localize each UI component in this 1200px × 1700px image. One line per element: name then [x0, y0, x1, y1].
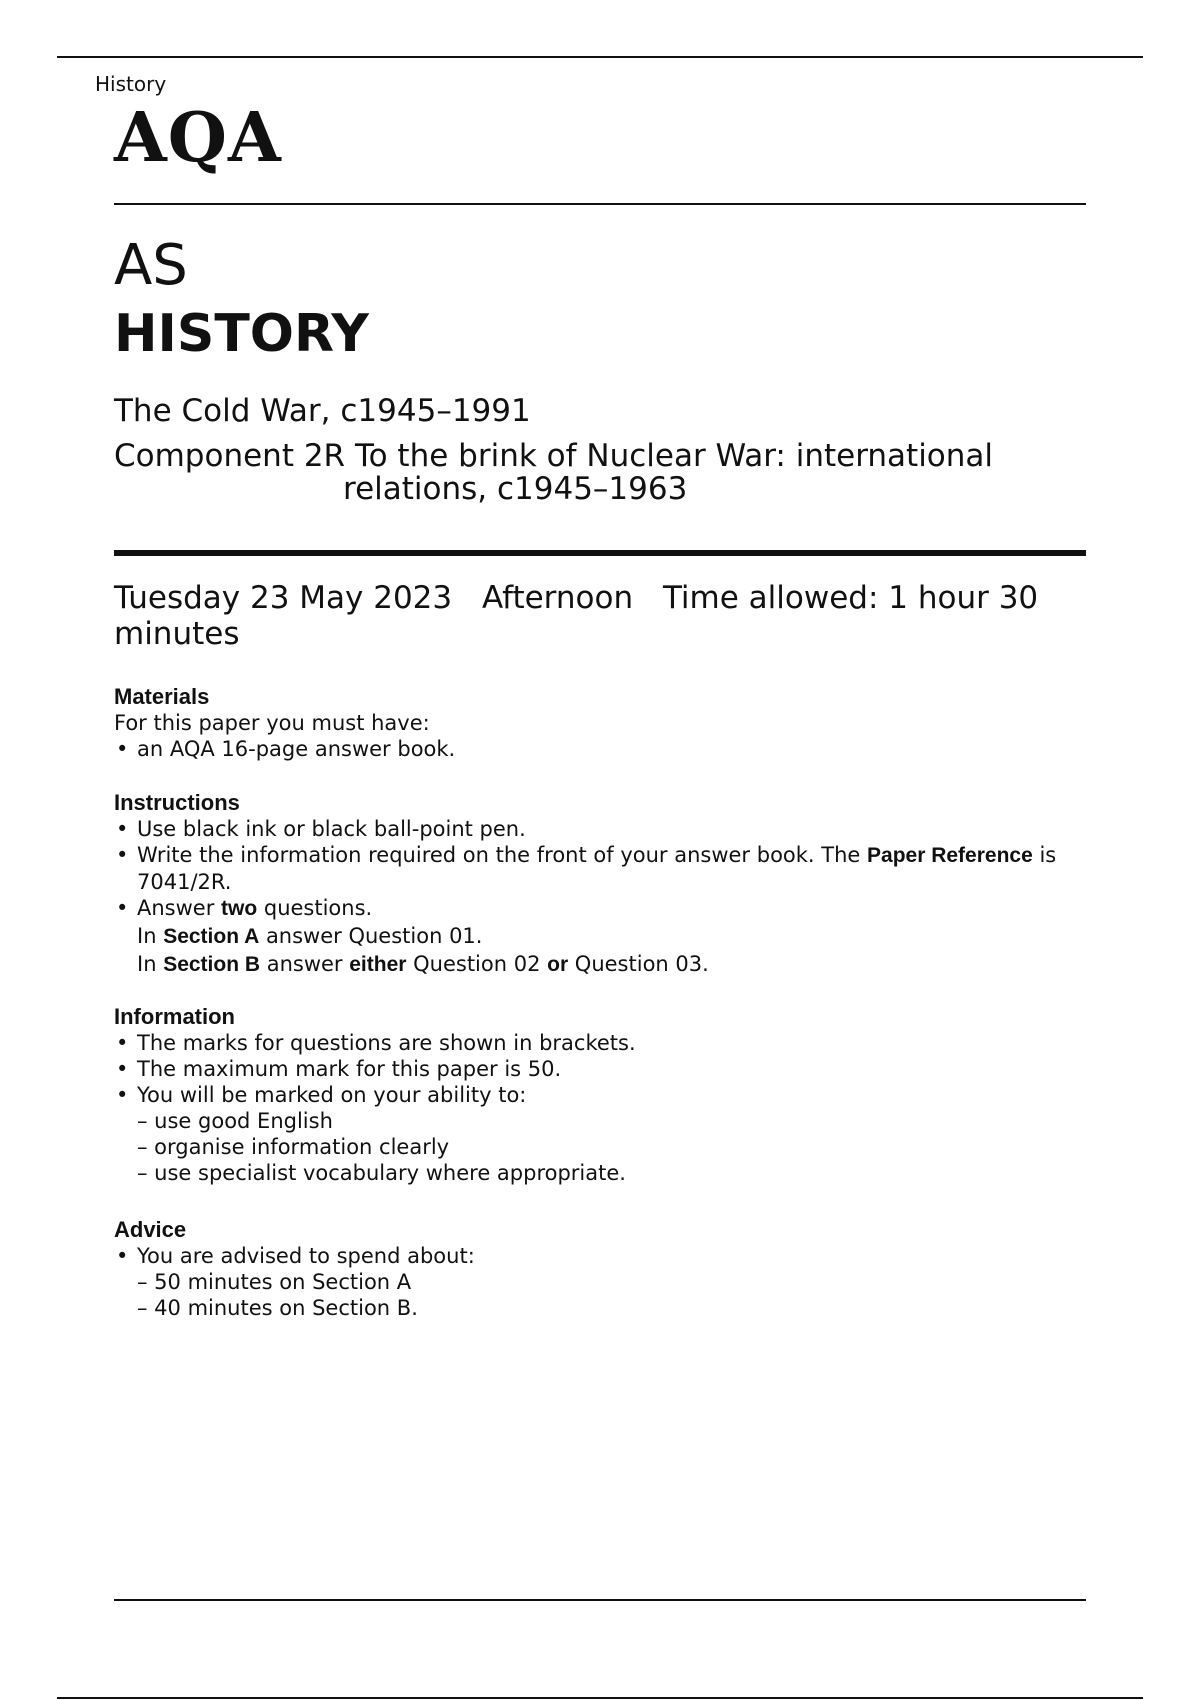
information-text: The maximum mark for this paper is 50. [137, 1057, 562, 1081]
exam-date: Tuesday 23 May 2023 [114, 580, 453, 616]
component-line-2: relations, c1945–1963 [343, 471, 688, 507]
top-rule [57, 56, 1143, 58]
information-text: You will be marked on your ability to: [137, 1083, 527, 1107]
instruction-text: Answer [137, 896, 222, 920]
running-header: History [95, 72, 167, 96]
list-item: • You will be marked on your ability to: – use good English – organise information clearly – use specialist vocabulary where appropriate. [114, 1082, 1074, 1186]
qualification-level: AS [114, 233, 188, 298]
information-section [114, 1004, 1074, 1186]
footer-rule [114, 1599, 1086, 1601]
materials-heading: Materials [114, 684, 210, 709]
section-b-line: In Section B answer either Question 02 or Question 03. [137, 952, 709, 976]
information-heading: Information [114, 1004, 235, 1029]
materials-item: an AQA 16-page answer book. [137, 737, 456, 761]
advice-section [114, 1217, 1074, 1321]
list-item: • an AQA 16-page answer book. [116, 737, 456, 761]
logo-divider [114, 203, 1086, 205]
sub-item: – 50 minutes on Section A [137, 1270, 412, 1294]
list-item: • Answer two questions. In Section A answer Question 01. In Section B answer either Question 02 or Question 03. [114, 895, 1074, 978]
list-item: • The marks for questions are shown in brackets. [116, 1031, 636, 1055]
section-a-line: In Section A answer Question 01. [137, 924, 483, 948]
advice-heading: Advice [114, 1217, 187, 1242]
materials-section [114, 684, 1074, 762]
paper-reference-label: Paper Reference [867, 844, 1033, 867]
exam-dateline [114, 580, 1074, 652]
component-line-1: Component 2R To the brink of Nuclear War: international [114, 438, 994, 474]
instruction-text: is 7041/2R. [137, 843, 1057, 894]
list-item: • The maximum mark for this paper is 50. [116, 1057, 562, 1081]
instruction-text: Use black ink or black ball-point pen. [137, 817, 526, 841]
title-divider [114, 550, 1086, 556]
list-item: • Use black ink or black ball-point pen. [116, 817, 526, 841]
instruction-text: Write the information required on the front of your answer book. The [137, 843, 868, 867]
list-item: • Write the information required on the front of your answer book. The Paper Reference is 7041/2R. [116, 843, 1057, 894]
list-item: • You are advised to spend about: – 50 minutes on Section A – 40 minutes on Section B. [114, 1243, 1074, 1321]
sub-item: – 40 minutes on Section B. [137, 1296, 418, 1320]
instruction-text: questions. [257, 896, 373, 920]
materials-intro: For this paper you must have: [114, 711, 430, 735]
time-allowed: Time allowed: 1 hour 30 minutes [114, 580, 1039, 652]
instructions-section [114, 790, 1074, 978]
instructions-heading: Instructions [114, 790, 240, 815]
bottom-rule [57, 1697, 1143, 1699]
advice-text: You are advised to spend about: [137, 1244, 475, 1268]
sub-item: – organise information clearly [137, 1135, 450, 1159]
aqa-logo: AQA [114, 98, 282, 178]
subject-title: HISTORY [114, 304, 369, 364]
emphasis: two [221, 897, 258, 920]
information-text: The marks for questions are shown in brackets. [137, 1031, 636, 1055]
sub-item: – use specialist vocabulary where appropriate. [137, 1161, 626, 1185]
paper-title: The Cold War, c1945–1991 [114, 393, 531, 429]
exam-session: Afternoon [481, 580, 634, 616]
component-title [114, 440, 1074, 506]
sub-item: – use good English [137, 1109, 333, 1133]
